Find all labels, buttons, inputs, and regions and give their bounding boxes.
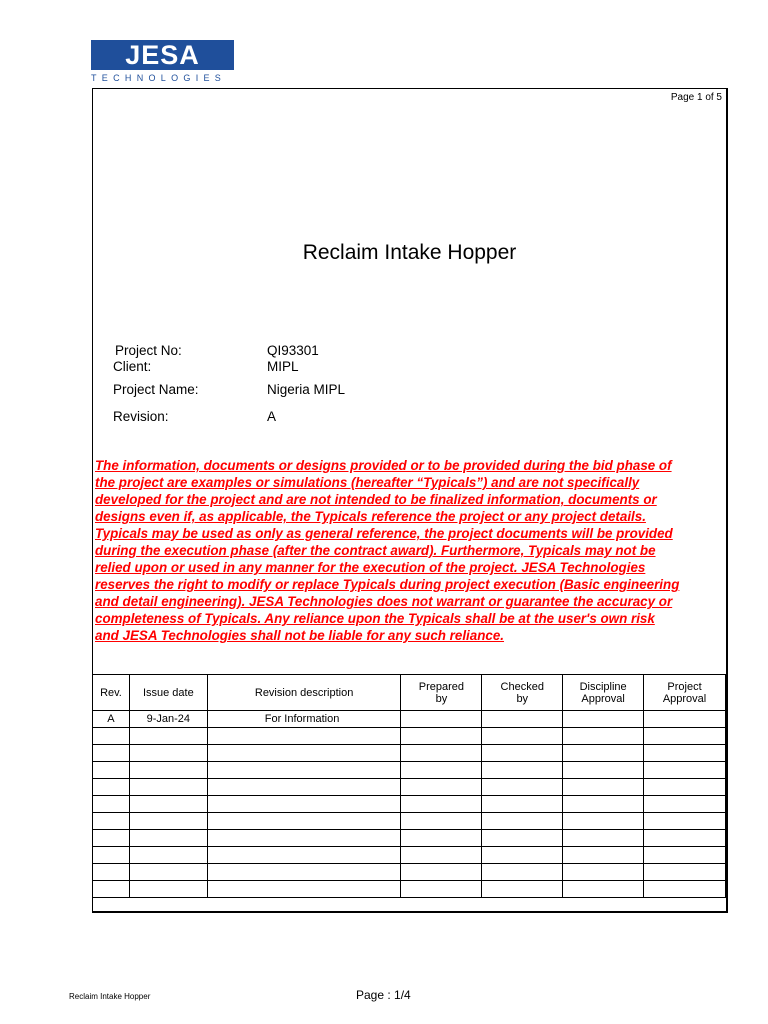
header-text: by bbox=[516, 692, 529, 705]
table-row bbox=[93, 779, 726, 796]
table-cell bbox=[207, 830, 401, 847]
footer-document-name: Reclaim Intake Hopper bbox=[69, 992, 151, 1001]
table-cell bbox=[482, 830, 563, 847]
table-cell bbox=[482, 813, 563, 830]
table-cell bbox=[129, 728, 207, 745]
header-prepared-by bbox=[401, 675, 482, 711]
table-row bbox=[93, 796, 726, 813]
table-row bbox=[93, 847, 726, 864]
table-cell bbox=[644, 762, 726, 779]
table-cell bbox=[401, 728, 482, 745]
header-text: Checked bbox=[500, 680, 544, 693]
table-row bbox=[93, 813, 726, 830]
disclaimer-line: relied upon or used in any manner for the execution of the project. JESA Technologies bbox=[95, 560, 646, 575]
disclaimer-line: during the execution phase (after the contract award). Furthermore, Typicals may not be bbox=[95, 543, 656, 558]
table-row bbox=[93, 881, 726, 898]
disclaimer-line: designs even if, as applicable, the Typicals reference the project or any project details. bbox=[95, 509, 646, 524]
table-cell bbox=[129, 796, 207, 813]
header-text: Prepared bbox=[418, 680, 465, 693]
table-cell bbox=[401, 864, 482, 881]
table-cell bbox=[644, 728, 726, 745]
table-row bbox=[93, 762, 726, 779]
table-cell bbox=[482, 779, 563, 796]
disclaimer-line: developed for the project and are not intended to be finalized information, documents or bbox=[95, 492, 657, 507]
header-checked-by bbox=[482, 675, 563, 711]
table-cell bbox=[563, 796, 644, 813]
header-project-approval bbox=[644, 675, 726, 711]
table-cell bbox=[563, 711, 644, 728]
table-cell bbox=[129, 847, 207, 864]
revision-label: Revision: bbox=[113, 409, 169, 424]
revision-table-header bbox=[93, 675, 726, 711]
cover-sheet-frame bbox=[92, 88, 728, 913]
table-cell bbox=[563, 813, 644, 830]
table-cell bbox=[129, 779, 207, 796]
table-cell bbox=[93, 847, 130, 864]
header-text: Revision description bbox=[254, 686, 354, 699]
table-cell bbox=[644, 881, 726, 898]
table-cell bbox=[129, 745, 207, 762]
header-text: Approval bbox=[662, 692, 707, 705]
table-cell bbox=[482, 864, 563, 881]
disclaimer-line: Typicals may be used as only as general reference, the project documents will be provided bbox=[95, 526, 673, 541]
table-cell bbox=[129, 830, 207, 847]
table-cell bbox=[93, 830, 130, 847]
table-cell bbox=[563, 762, 644, 779]
table-cell bbox=[129, 864, 207, 881]
table-cell bbox=[563, 728, 644, 745]
table-cell bbox=[482, 881, 563, 898]
header-issue-date bbox=[129, 675, 207, 711]
table-row bbox=[93, 864, 726, 881]
footer-page-number: Page : 1/4 bbox=[356, 988, 411, 1002]
table-cell bbox=[93, 796, 130, 813]
table-cell bbox=[93, 813, 130, 830]
table-cell bbox=[401, 813, 482, 830]
table-cell bbox=[482, 847, 563, 864]
header-revision-description bbox=[207, 675, 401, 711]
table-cell bbox=[644, 830, 726, 847]
table-cell bbox=[563, 864, 644, 881]
table-cell bbox=[207, 864, 401, 881]
table-cell bbox=[482, 796, 563, 813]
table-cell bbox=[207, 762, 401, 779]
project-name-value: Nigeria MIPL bbox=[267, 382, 346, 397]
table-row bbox=[93, 830, 726, 847]
table-cell bbox=[644, 813, 726, 830]
table-cell bbox=[644, 779, 726, 796]
table-cell bbox=[644, 745, 726, 762]
header-text: Issue date bbox=[142, 686, 194, 699]
header-text: Discipline bbox=[579, 680, 627, 693]
table-cell bbox=[93, 864, 130, 881]
header-text: Project bbox=[667, 680, 702, 693]
table-cell bbox=[93, 779, 130, 796]
disclaimer-line: The information, documents or designs provided or to be provided during the bid phase of bbox=[95, 458, 672, 473]
table-cell bbox=[563, 881, 644, 898]
table-cell bbox=[563, 847, 644, 864]
client-label: Client: bbox=[113, 359, 152, 374]
table-cell bbox=[207, 779, 401, 796]
jesa-logo bbox=[91, 40, 237, 83]
table-cell bbox=[482, 711, 563, 728]
revision-table bbox=[92, 674, 726, 898]
table-cell bbox=[207, 728, 401, 745]
table-cell bbox=[401, 762, 482, 779]
table-cell bbox=[563, 830, 644, 847]
disclaimer-line: and detail engineering). JESA Technologies does not warrant or guarantee the accuracy or bbox=[95, 594, 673, 609]
table-cell bbox=[93, 762, 130, 779]
table-cell bbox=[644, 711, 726, 728]
table-cell bbox=[93, 728, 130, 745]
table-row bbox=[93, 745, 726, 762]
project-name-label: Project Name: bbox=[113, 382, 199, 397]
table-cell bbox=[129, 881, 207, 898]
header-text: Rev. bbox=[100, 686, 122, 699]
table-cell bbox=[563, 745, 644, 762]
table-cell bbox=[644, 864, 726, 881]
table-cell: A bbox=[93, 711, 130, 728]
page-count: Page 1 of 5 bbox=[670, 92, 722, 103]
table-cell bbox=[482, 762, 563, 779]
disclaimer-line: and JESA Technologies shall not be liable for any such reliance. bbox=[95, 628, 505, 643]
table-cell bbox=[401, 796, 482, 813]
table-cell bbox=[401, 779, 482, 796]
table-cell bbox=[207, 881, 401, 898]
table-cell bbox=[401, 745, 482, 762]
document-title: Reclaim Intake Hopper bbox=[302, 241, 517, 264]
table-cell bbox=[401, 830, 482, 847]
disclaimer-text bbox=[95, 457, 725, 644]
table-cell bbox=[482, 728, 563, 745]
table-cell bbox=[93, 881, 130, 898]
table-cell bbox=[644, 847, 726, 864]
table-cell bbox=[401, 711, 482, 728]
table-cell bbox=[207, 813, 401, 830]
header-rev bbox=[93, 675, 130, 711]
table-row bbox=[93, 728, 726, 745]
disclaimer-line: the project are examples or simulations (hereafter “Typicals”) and are not specifically bbox=[95, 475, 640, 490]
table-cell bbox=[207, 745, 401, 762]
project-number-value: QI93301 bbox=[267, 343, 319, 358]
table-cell bbox=[401, 881, 482, 898]
table-cell: 9-Jan-24 bbox=[129, 711, 207, 728]
table-cell bbox=[129, 762, 207, 779]
table-cell bbox=[563, 779, 644, 796]
table-cell bbox=[207, 796, 401, 813]
logo-subtitle: TECHNOLOGIES bbox=[91, 73, 227, 83]
table-row bbox=[93, 711, 726, 728]
disclaimer-line: completeness of Typicals. Any reliance upon the Typicals shall be at the user's own risk bbox=[95, 611, 655, 626]
header-discipline-approval bbox=[563, 675, 644, 711]
revision-value: A bbox=[267, 409, 277, 424]
disclaimer-line: reserves the right to modify or replace Typicals during project execution (Basic engineering bbox=[95, 577, 680, 592]
table-cell bbox=[644, 796, 726, 813]
logo-wordmark: JESA bbox=[91, 40, 234, 70]
table-cell: For Information bbox=[207, 711, 401, 728]
table-cell bbox=[401, 847, 482, 864]
header-text: by bbox=[435, 692, 448, 705]
table-cell bbox=[93, 745, 130, 762]
project-number-label: Project No: bbox=[115, 343, 182, 358]
table-cell bbox=[482, 745, 563, 762]
client-value: MIPL bbox=[267, 359, 299, 374]
table-cell bbox=[129, 813, 207, 830]
header-text: Approval bbox=[581, 692, 625, 705]
table-cell bbox=[207, 847, 401, 864]
